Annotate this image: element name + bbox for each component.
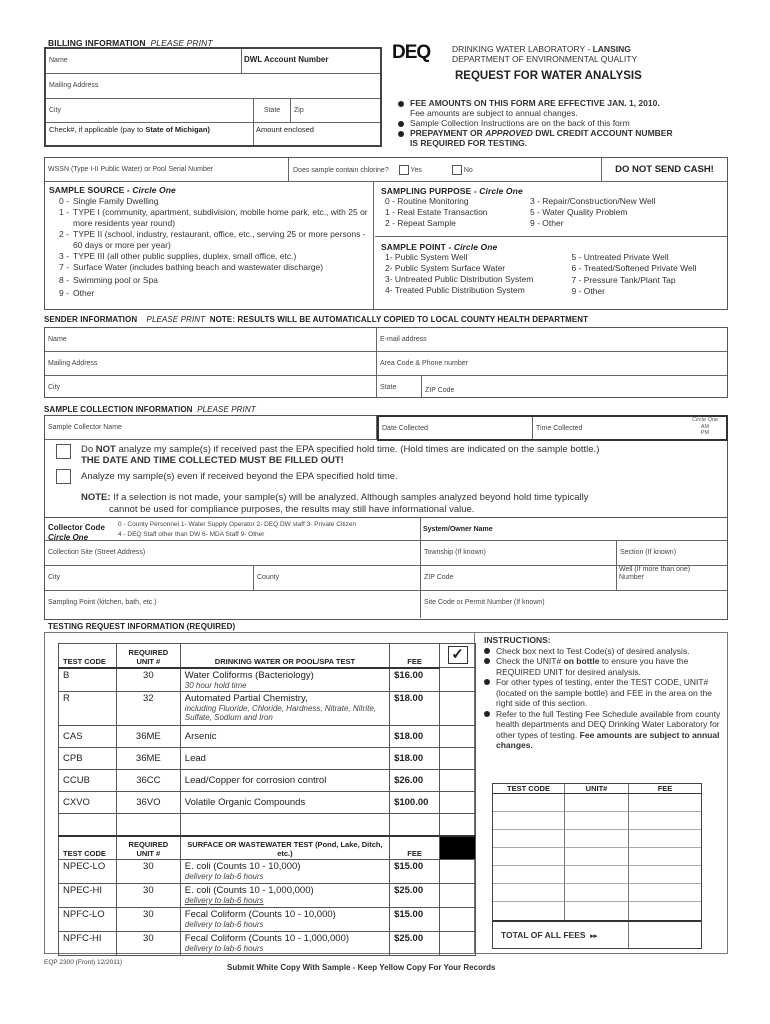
- chlorine-yes-checkbox[interactable]: [399, 165, 409, 175]
- deq-logo: DEQ: [392, 42, 431, 63]
- black-header-cell: [440, 836, 476, 860]
- test-ccub-checkbox[interactable]: [440, 770, 476, 792]
- sender-mailing-field[interactable]: Mailing Address: [45, 352, 377, 376]
- test-npec-lo-checkbox[interactable]: [440, 860, 476, 884]
- collection-site-field[interactable]: Collection Site (Street Address): [45, 541, 421, 566]
- billing-title: BILLING INFORMATION PLEASE PRINT: [48, 38, 213, 48]
- sender-title: SENDER INFORMATION PLEASE PRINT NOTE: RESULTS WILL BE AUTOMATICALLY COPIED TO LOCAL COUNTY HEALTH DEPARTMENT: [44, 315, 589, 324]
- total-row: [493, 920, 701, 948]
- sample-info-box: [44, 157, 728, 310]
- check-header: [440, 644, 476, 668]
- test-cxvo-checkbox[interactable]: [440, 792, 476, 814]
- system-owner-field[interactable]: System/Owner Name: [421, 518, 727, 541]
- sample-point-section: SAMPLE POINT - Circle One 1- Public System Well 2- Public System Surface Water 3- Untreated Public Distribution System 4- Treated Public Distribution System 5 - Untreated Private Well 6 - Treated/Softened Private Well 7 - Pressure Tank/Plant Tap 9 - Other: [381, 242, 697, 296]
- sample-source-section: SAMPLE SOURCE - Circle One 0 - Single Family Dwelling 1 - TYPE I (community, apartment, subdivision, mobile home park, etc., with 25 or more residents year round) 2 - TYPE II (school, industry, restaurant, office, etc., serving 25 or more persons - 60 days or more per year) 3 - TYPE III (all other public supplies, duplex, small office, etc.) 7 - Surface Water (includes bathing beach and wastewater discharge) 8 - Swimming pool or Spa 9 - Other: [45, 182, 374, 309]
- township-field[interactable]: Township (If known): [421, 541, 617, 566]
- test-npec-hi-checkbox[interactable]: [440, 884, 476, 908]
- header-bullets: FEE AMOUNTS ON THIS FORM ARE EFFECTIVE JAN. 1, 2010. Fee amounts are subject to annual changes. Sample Collection Instructions are on the back of this form PREPAYMENT OR APPROVED DWL CREDIT ACCOUNT NUMBER IS REQUIRED FOR TESTING.: [398, 98, 728, 148]
- table-row: CPB 36ME Lead $18.00: [59, 748, 476, 770]
- billing-state-field[interactable]: State: [254, 99, 291, 123]
- table-row: B 30 Water Coliforms (Bacteriology) 30 hour hold time $16.00: [59, 668, 476, 692]
- no-cash-notice: DO NOT SEND CASH!: [602, 158, 727, 182]
- table-row: CAS 36ME Arsenic $18.00: [59, 726, 476, 748]
- section-field[interactable]: Section (If known): [617, 541, 727, 566]
- check-number-field[interactable]: Check#, if applicable (pay to State of Michigan): [46, 123, 254, 145]
- form-id: EQP 2300 (Front) 12/2011): [44, 959, 123, 966]
- sender-phone-field[interactable]: Area Code & Phone number: [377, 352, 727, 376]
- sender-name-field[interactable]: Name: [45, 328, 377, 352]
- table-row: NPEC-HI 30 E. coli (Counts 10 - 1,000,000) delivery to lab-6 hours $25.00: [59, 884, 476, 908]
- sampling-purpose-section: SAMPLING PURPOSE - Circle One 0 - Routine Monitoring 3 - Repair/Construction/New Well 1 - Real Estate Transaction 5 - Water Quality Problem 2 - Repeat Sample 9 - Other: [375, 182, 727, 237]
- sender-city-field[interactable]: City: [45, 376, 377, 397]
- time-collected-field[interactable]: Time Collected Circle One AM PM: [536, 417, 718, 436]
- total-label: TOTAL OF ALL FEES ▸▸: [493, 922, 629, 948]
- table-row: R 32 Automated Partial Chemistry, including Fluoride, Chloride, Hardness, Nitrate, Nitrite, Sulfate, Sodium and Iron $18.00: [59, 692, 476, 726]
- billing-name-field[interactable]: Name: [46, 49, 242, 74]
- table-row: CXVO 36VO Volatile Organic Compounds $100.00: [59, 792, 476, 814]
- collection-box: [44, 415, 728, 518]
- other-tests-table: [492, 783, 702, 949]
- collection-city-field[interactable]: City: [45, 566, 254, 591]
- collection-details-box: [44, 518, 728, 620]
- test-cpb-checkbox[interactable]: [440, 748, 476, 770]
- table-row-blank: [59, 814, 476, 836]
- do-not-analyze-label: Do NOT analyze my sample(s) if received past the EPA specified hold time. (Hold times are indicated on the sample bottle.) THE DATE AND TIME COLLECTED MUST BE FILLED OUT!: [81, 444, 600, 466]
- sender-email-field[interactable]: E-mail address: [377, 328, 727, 352]
- table-row: CCUB 36CC Lead/Copper for corrosion control $26.00: [59, 770, 476, 792]
- checkmark-icon: ✓: [448, 646, 468, 664]
- analyze-anyway-label: Analyze my sample(s) even if received beyond the EPA specified hold time.: [81, 471, 398, 482]
- am-pm-selector[interactable]: Circle One AM PM: [692, 417, 718, 436]
- table-header-row: TEST CODE REQUIRED UNIT # DRINKING WATER OR POOL/SPA TEST FEE ✓: [59, 644, 476, 668]
- other-tests-rows: [493, 794, 701, 920]
- surface-header-row: TEST CODE REQUIRED UNIT # SURFACE OR WASTEWATER TEST (Pond, Lake, Ditch, etc.) FEE: [59, 836, 476, 860]
- billing-zip-field[interactable]: Zip: [291, 99, 380, 123]
- collection-zip-field[interactable]: ZIP Code: [421, 566, 617, 591]
- sender-state-field[interactable]: State: [377, 376, 422, 397]
- chlorine-question: Does sample contain chlorine? Yes No: [289, 158, 602, 182]
- instructions: INSTRUCTIONS: Check box next to Test Code(s) of desired analysis. Check the UNIT# on bottle to ensure you have the REQUIRED UNIT for desired analysis. For other types of testing, enter the TEST CODE, UNIT# (located on the sample bottle) and FEE in the area on the right side of this section. Refer to the full Testing Fee Schedule available from county health departments and DEQ Drinking Water Laboratory for other types of testing. Fee amounts are subject to annual changes.: [484, 635, 721, 750]
- lab-name: DRINKING WATER LABORATORY - LANSING DEPARTMENT OF ENVIRONMENTAL QUALITY: [452, 44, 638, 64]
- county-field[interactable]: County: [254, 566, 421, 591]
- table-row: NPEC-LO 30 E. coli (Counts 10 - 10,000) delivery to lab-6 hours $15.00: [59, 860, 476, 884]
- test-cas-checkbox[interactable]: [440, 726, 476, 748]
- analyze-anyway-checkbox[interactable]: [56, 469, 71, 484]
- test-r-checkbox[interactable]: [440, 692, 476, 726]
- double-arrow-icon: ▸▸: [590, 933, 598, 940]
- date-time-box: [377, 415, 728, 441]
- billing-mailing-field[interactable]: Mailing Address: [46, 74, 380, 99]
- table-row: NPFC-HI 30 Fecal Coliform (Counts 10 - 1,000,000) delivery to lab-6 hours $25.00: [59, 932, 476, 956]
- submit-instructions: Submit White Copy With Sample - Keep Yellow Copy For Your Records: [227, 963, 496, 972]
- test-npfc-lo-checkbox[interactable]: [440, 908, 476, 932]
- site-code-field[interactable]: Site Code or Permit Number (If known): [424, 599, 545, 606]
- collector-name-field[interactable]: Sample Collector Name: [45, 416, 377, 440]
- amount-enclosed-field[interactable]: Amount enclosed: [256, 125, 314, 134]
- sender-zip-field[interactable]: ZIP Code: [425, 387, 455, 394]
- testing-title: TESTING REQUEST INFORMATION (REQUIRED): [48, 622, 236, 631]
- drinking-water-tests-table: [58, 643, 476, 956]
- do-not-analyze-checkbox[interactable]: [56, 444, 71, 459]
- date-collected-field[interactable]: Date Collected: [379, 417, 533, 439]
- well-number-field[interactable]: Well (If more than one) Number: [617, 566, 727, 591]
- other-tests-header: TEST CODE UNIT# FEE: [493, 784, 701, 794]
- billing-box: [44, 47, 382, 147]
- collection-title: SAMPLE COLLECTION INFORMATION PLEASE PRINT: [44, 405, 256, 414]
- wssn-field[interactable]: WSSN (Type I-II Public Water) or Pool Serial Number: [45, 158, 289, 182]
- billing-city-field[interactable]: City: [46, 99, 254, 123]
- table-row: NPFC-LO 30 Fecal Coliform (Counts 10 - 10,000) delivery to lab-6 hours $15.00: [59, 908, 476, 932]
- sender-box: [44, 327, 728, 398]
- chlorine-no-checkbox[interactable]: [452, 165, 462, 175]
- page-title: REQUEST FOR WATER ANALYSIS: [455, 70, 642, 82]
- total-fee-field[interactable]: [629, 922, 701, 948]
- sampling-point-field[interactable]: Sampling Point (kitchen, bath, etc.): [45, 591, 421, 618]
- test-npfc-hi-checkbox[interactable]: [440, 932, 476, 956]
- hold-time-note: NOTE: If a selection is not made, your sample(s) will be analyzed. Although samples analyzed beyond hold time typically cannot be used for compliance purposes, the results may still have informational value.: [81, 492, 589, 515]
- test-b-checkbox[interactable]: [440, 668, 476, 692]
- collector-code-field[interactable]: Collector Code Circle One 0 - County Personnel 1- Water Supply Operator 2- DEQ DW staff 3- Private Citizen 4 - DEQ Staff other than DW 6- MDA Staff 9- Other: [45, 518, 421, 541]
- dwl-account-field[interactable]: DWL Account Number: [242, 49, 380, 74]
